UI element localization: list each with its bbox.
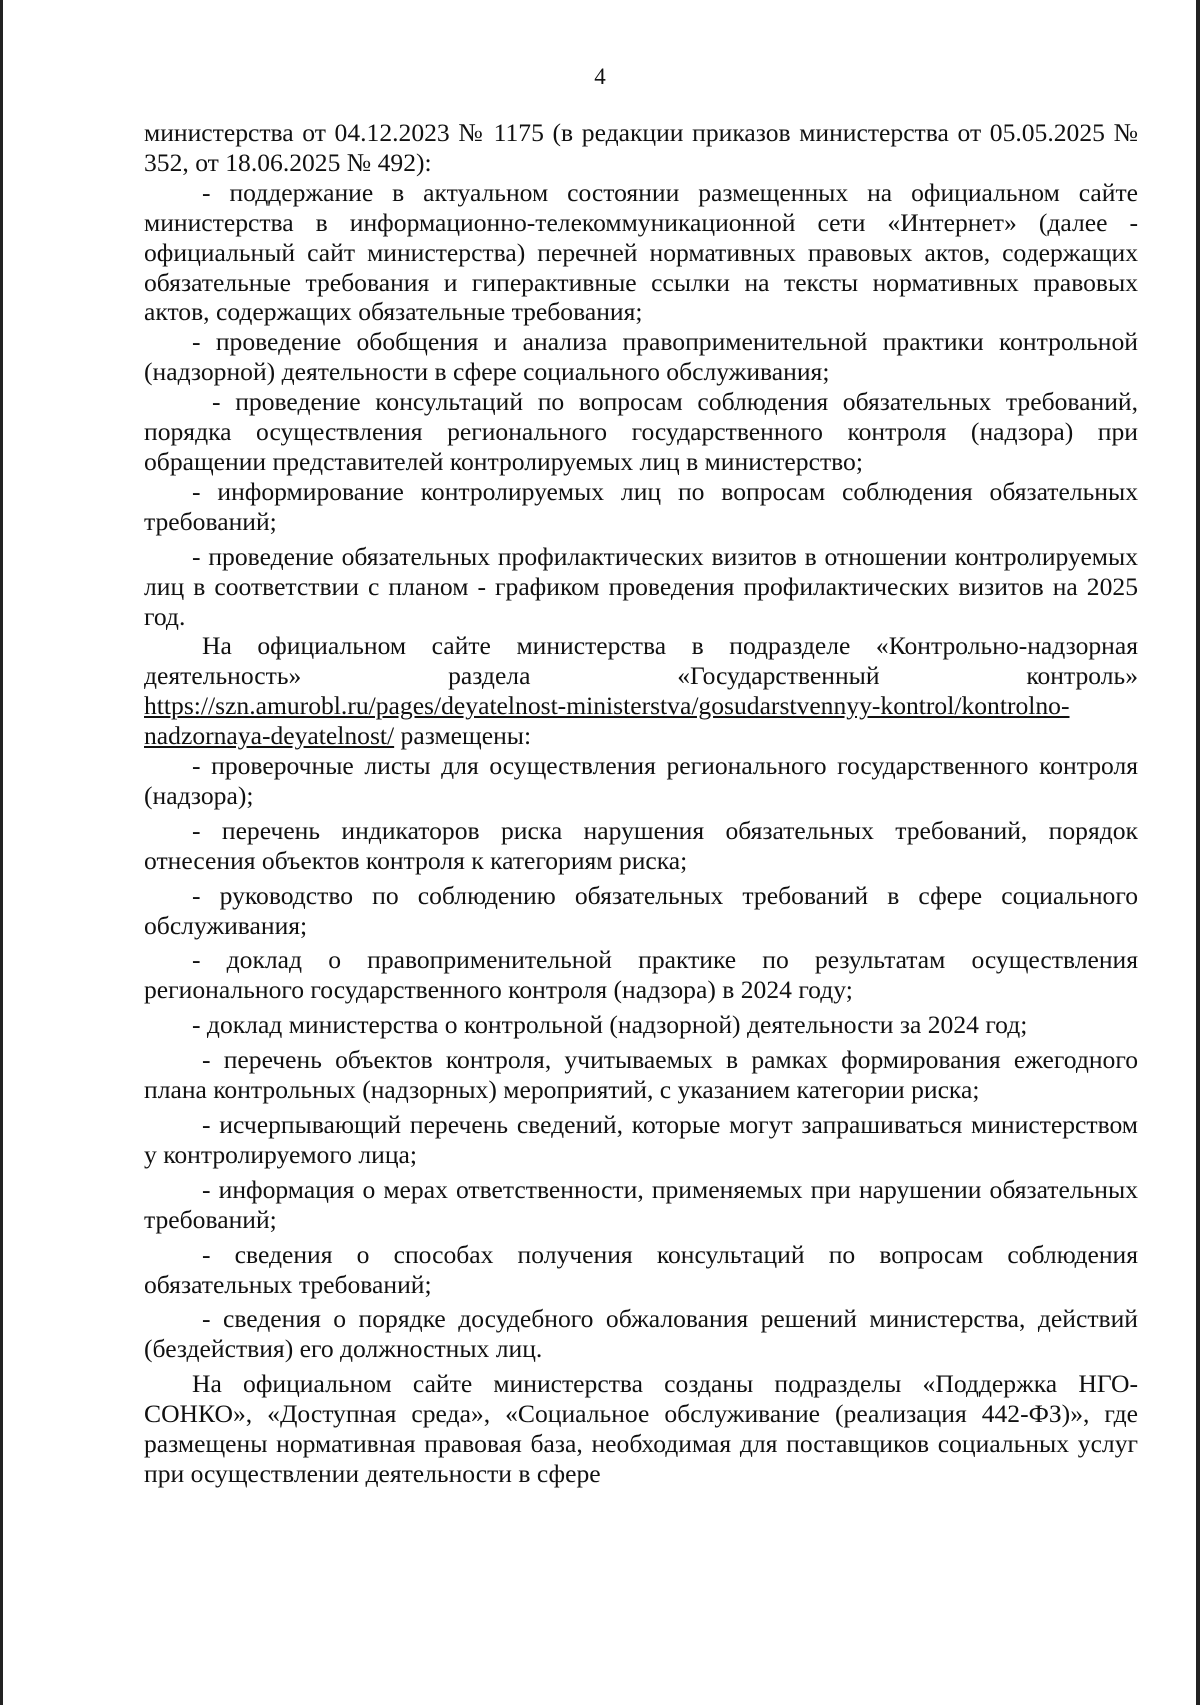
paragraph-website (144, 631, 1138, 751)
paragraph-website-tail: размещены: (400, 721, 532, 751)
paragraph-intro: министерства от 04.12.2023 № 1175 (в редакции приказов министерства от 05.05.2025 № 352, от 18.06.2025 № 492): (144, 118, 1138, 177)
list-item: - проведение обязательных профилактических визитов в отношении контролируемых лиц в соответствии с планом - графиком проведения профилактических визитов на 2025 год. (144, 541, 1138, 631)
list-item: - проверочные листы для осуществления регионального государственного контроля (надзора); (144, 751, 1138, 810)
list-item: - доклад о правоприменительной практике по результатам осуществления регионального государственного контроля (надзора) в 2024 году; (144, 945, 1138, 1005)
paragraph-subsections: На официальном сайте министерства созданы подразделы «Поддержка НГО-СОНКО», «Доступная среда», «Социальное обслуживание (реализация 442-ФЗ)», где размещены нормативная правовая база, необходимая для поставщиков социальных услуг при осуществлении деятельности в сфере (144, 1369, 1138, 1488)
document-body (144, 118, 1138, 1489)
paragraph-website-text: На официальном сайте министерства в подразделе «Контрольно-надзорная деятельность» раздела «Государственный контроль» (144, 631, 1138, 691)
list-item: - проведение обобщения и анализа правоприменительной практики контрольной (надзорной) деятельности в сфере социального обслуживания; (144, 327, 1138, 387)
page-number: 4 (594, 64, 606, 89)
section-link[interactable]: https://szn.amurobl.ru/pages/deyatelnost-ministerstva/gosudarstvennyy-kontrol/kontrolno-nadzornaya-deyatelnost/ (144, 691, 1070, 751)
scan-edge-left (0, 0, 3, 1705)
list-item: - информация о мерах ответственности, применяемых при нарушении обязательных требований; (144, 1174, 1138, 1234)
scan-edge-right (1196, 0, 1200, 1705)
list-item: - доклад министерства о контрольной (надзорной) деятельности за 2024 год; (192, 1010, 1028, 1040)
list-item: - сведения о способах получения консультаций по вопросам соблюдения обязательных требований; (144, 1239, 1138, 1299)
list-item: - руководство по соблюдению обязательных требований в сфере социального обслуживания; (144, 880, 1138, 940)
list-item: - проведение консультаций по вопросам соблюдения обязательных требований, порядка осуществления регионального государственного контроля (надзора) при обращении представителей контролируемых лиц в министерство; (144, 387, 1138, 476)
list-item: - перечень индикаторов риска нарушения обязательных требований, порядок отнесения объектов контроля к категориям риска; (144, 815, 1138, 875)
list-item: - сведения о порядке досудебного обжалования решений министерства, действий (бездействия) его должностных лиц. (144, 1304, 1138, 1364)
list-item: - исчерпывающий перечень сведений, которые могут запрашиваться министерством у контролируемого лица; (144, 1110, 1138, 1169)
list-item: - перечень объектов контроля, учитываемых в рамках формирования ежегодного плана контрольных (надзорных) мероприятий, с указанием категории риска; (144, 1045, 1138, 1105)
list-item: - поддержание в актуальном состоянии размещенных на официальном сайте министерства в информационно-телекоммуникационной сети «Интернет» (далее - официальный сайт министерства) перечней нормативных правовых актов, содержащих обязательные требования и гиперактивные ссылки на тексты нормативных правовых актов, содержащих обязательные требования; (144, 177, 1138, 327)
list-item: - информирование контролируемых лиц по вопросам соблюдения обязательных требований; (144, 476, 1138, 536)
